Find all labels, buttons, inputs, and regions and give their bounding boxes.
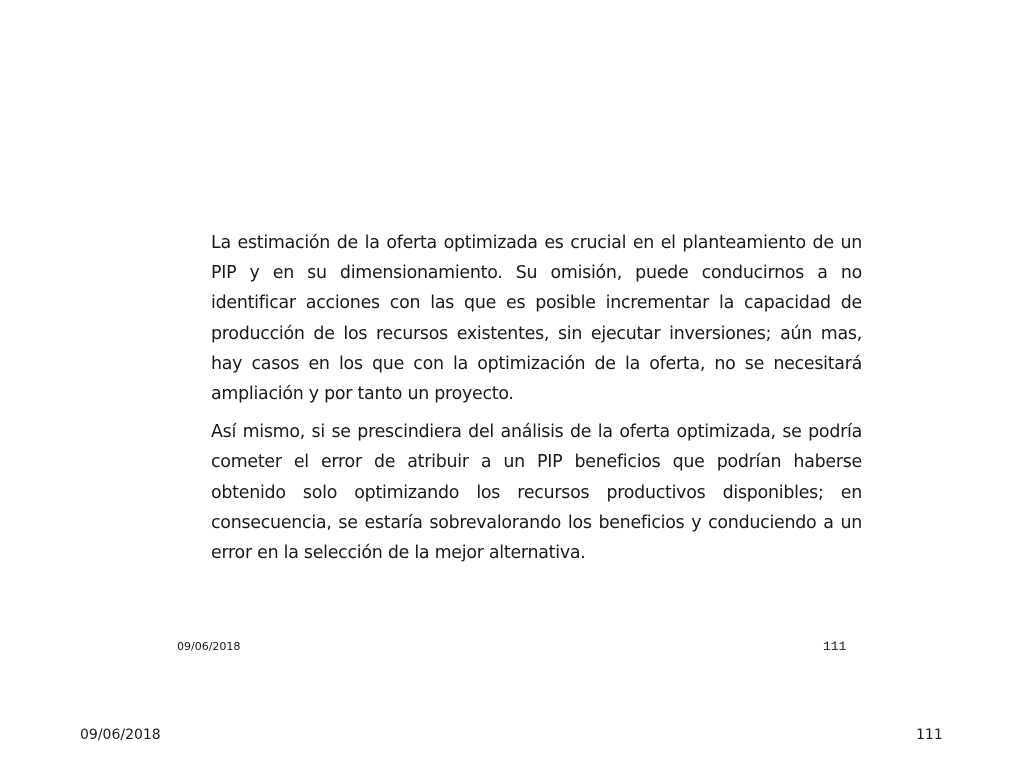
inner-footer-page-number: 111 bbox=[823, 639, 847, 654]
inner-footer-date: 09/06/2018 bbox=[177, 640, 241, 653]
paragraph-oferta-optimizada: La estimación de la oferta optimizada es crucial en el planteamiento de un PIP y en su dimensionamiento. Su omisión, puede conducirnos a no identificar acciones con las que es posible incrementar la capacidad de producción de los recursos existentes, sin ejecutar inversiones; aún mas, hay casos en los que con la optimización de la oferta, no se necesitará ampliación y por tanto un proyecto. bbox=[211, 233, 862, 405]
paragraph-analisis-oferta: Así mismo, si se prescindiera del análisis de la oferta optimizada, se podría cometer el error de atribuir a un PIP beneficios que podrían haberse obtenido solo optimizando los recursos productivos disponibles; en consecuencia, se estaría sobrevalorando los beneficios y conduciendo a un error en la selección de la mejor alternativa. bbox=[211, 422, 862, 564]
body-text bbox=[211, 228, 862, 576]
footer-date: 09/06/2018 bbox=[80, 727, 161, 743]
footer-page-number: 111 bbox=[916, 727, 943, 743]
